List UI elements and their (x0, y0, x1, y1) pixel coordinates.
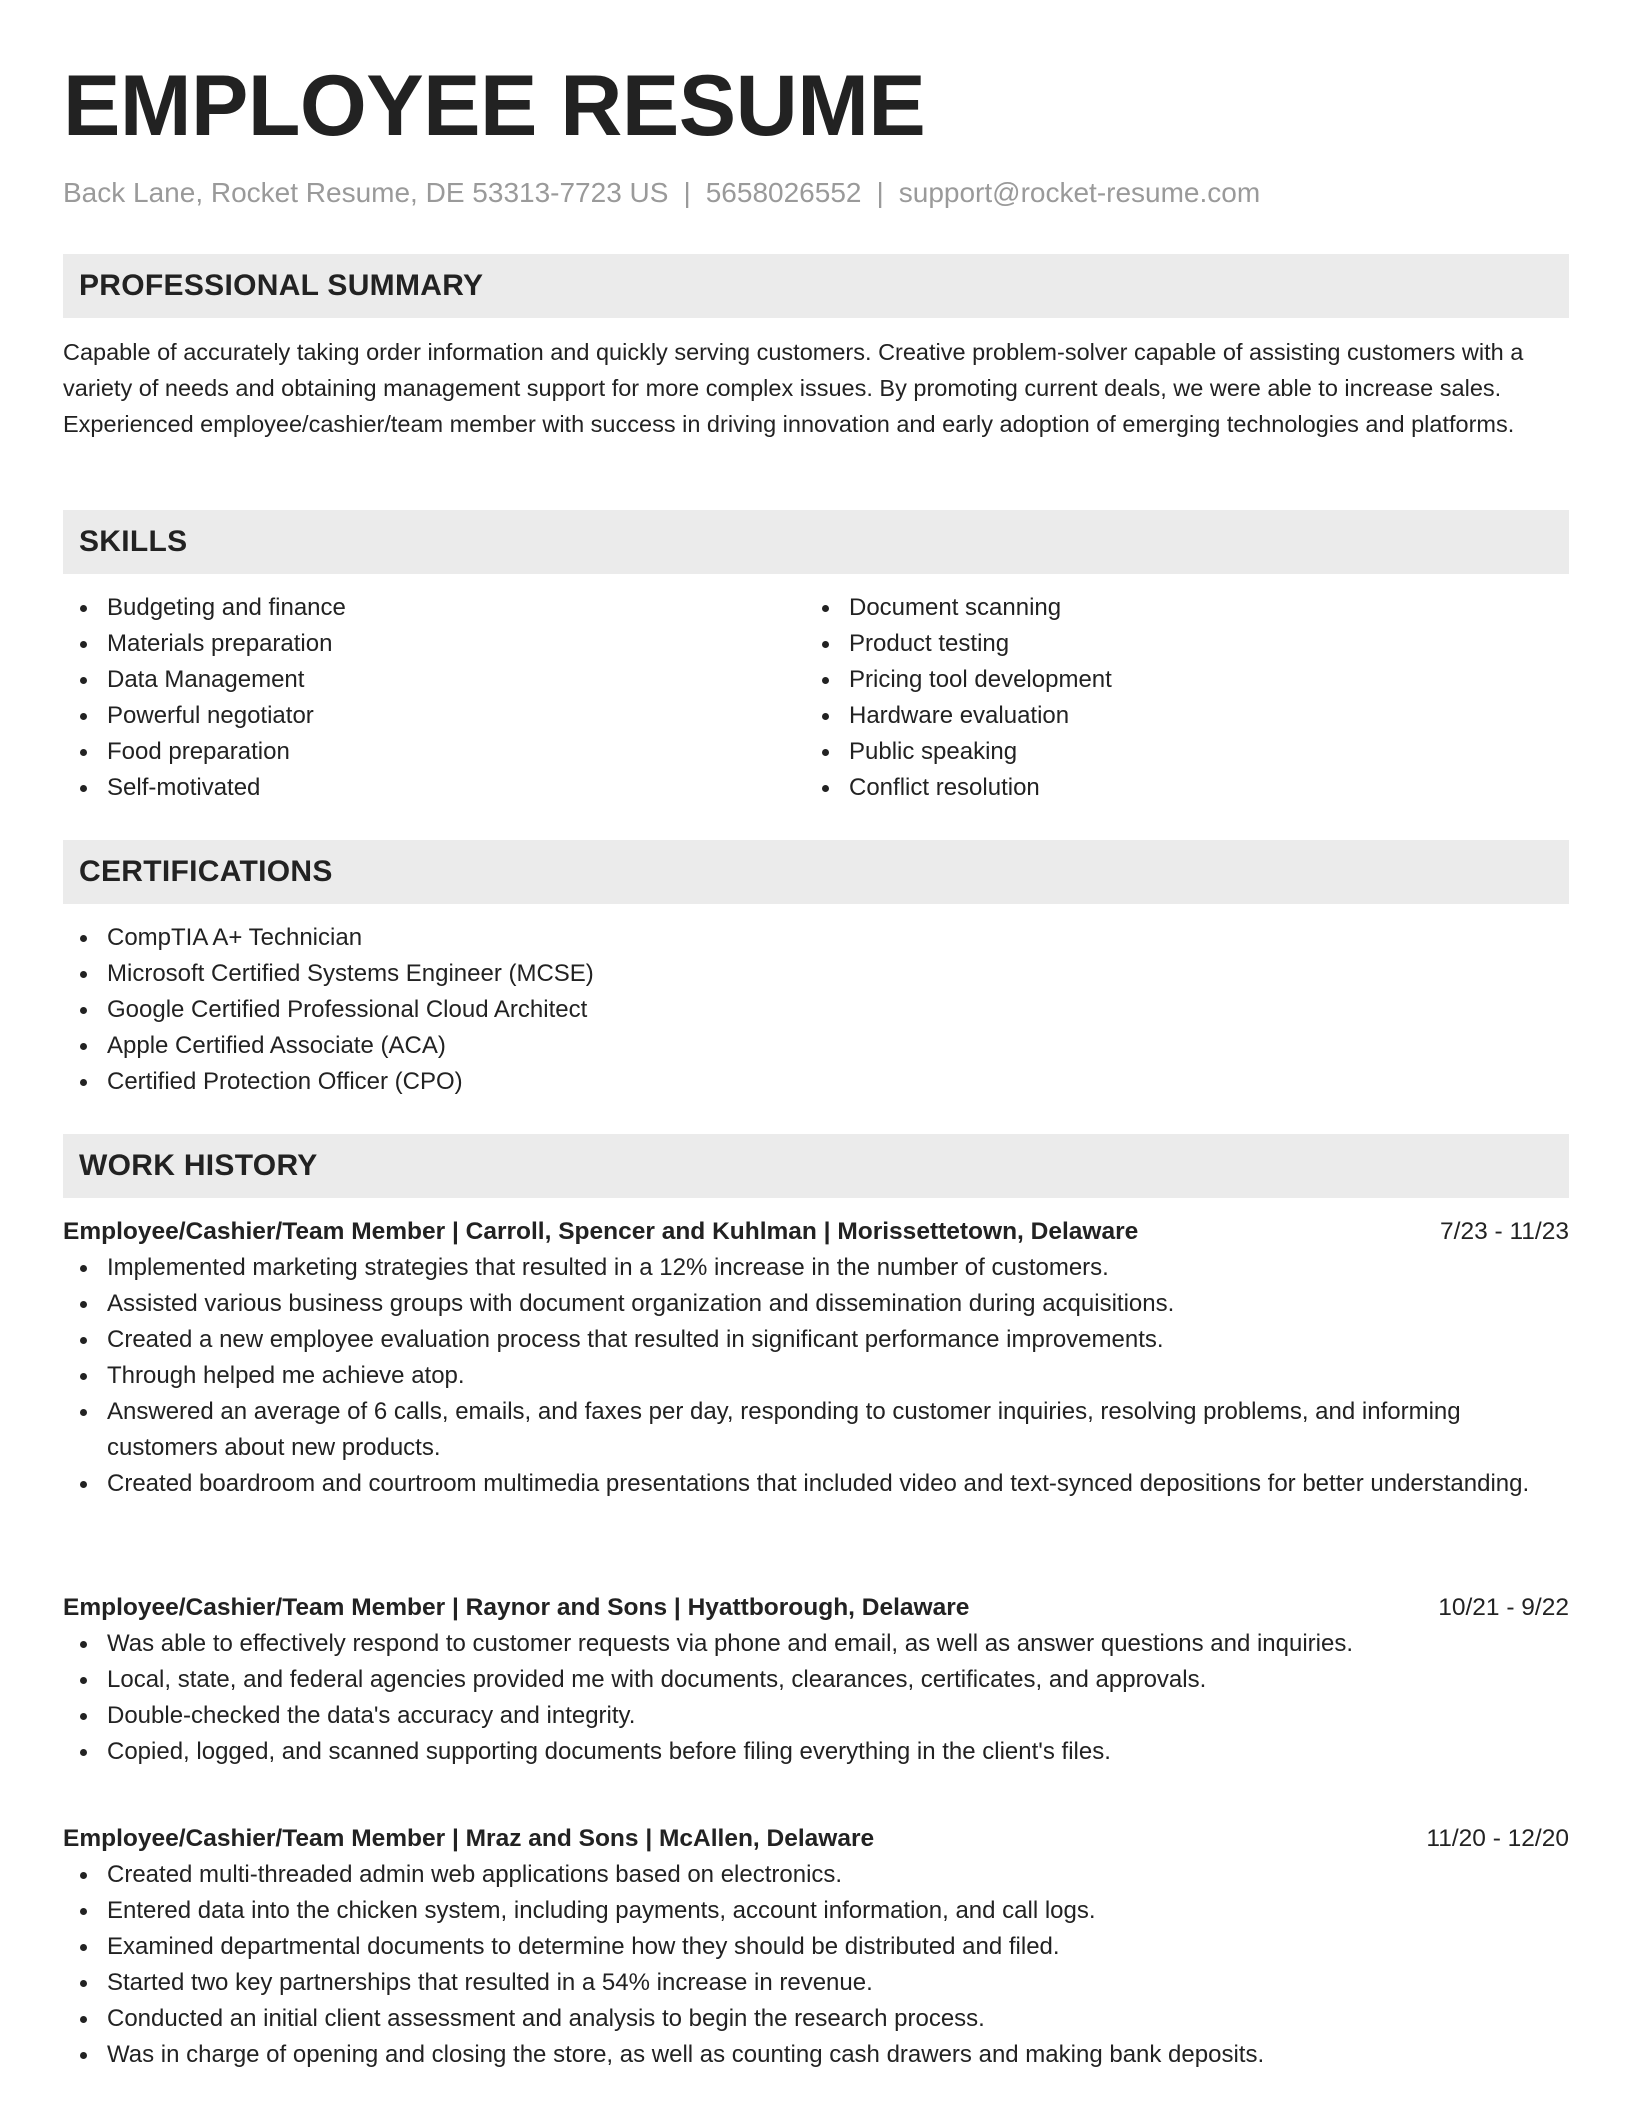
job-bullet: Created a new employee evaluation process that resulted in significant performance improvements. (63, 1322, 1569, 1358)
job-bullet: Created multi-threaded admin web applications based on electronics. (63, 1857, 1569, 1893)
summary-section-header (63, 254, 1569, 318)
certifications-section-header (63, 840, 1569, 904)
skill-item: Powerful negotiator (63, 698, 805, 734)
skills-list (63, 590, 1569, 806)
contact-separator: | (876, 177, 884, 208)
certification-item: Google Certified Professional Cloud Architect (63, 992, 1569, 1028)
job-header (63, 1590, 1569, 1626)
skills-heading: SKILLS (79, 525, 188, 558)
skill-item: Document scanning (805, 590, 1547, 626)
job-bullet: Answered an average of 6 calls, emails, and faxes per day, responding to customer inquiries, resolving problems, and informing customers about new products. (63, 1394, 1569, 1466)
job-bullet: Was in charge of opening and closing the store, as well as counting cash drawers and making bank deposits. (63, 2037, 1569, 2073)
job-bullets (63, 1626, 1569, 1770)
job-entry (63, 1214, 1569, 1502)
job-bullet: Entered data into the chicken system, including payments, account information, and call logs. (63, 1893, 1569, 1929)
job-bullet: Conducted an initial client assessment and analysis to begin the research process. (63, 2001, 1569, 2037)
skills-section-header (63, 510, 1569, 574)
certifications-list (63, 920, 1569, 1100)
certification-item: Apple Certified Associate (ACA) (63, 1028, 1569, 1064)
summary-heading: PROFESSIONAL SUMMARY (79, 269, 484, 302)
contact-email: support@rocket-resume.com (898, 177, 1261, 208)
job-bullet: Was able to effectively respond to customer requests via phone and email, as well as answer questions and inquiries. (63, 1626, 1569, 1662)
job-title: Employee/Cashier/Team Member | Mraz and Sons | McAllen, Delaware (63, 1825, 875, 1852)
skill-item: Hardware evaluation (805, 698, 1547, 734)
job-bullet: Examined departmental documents to determine how they should be distributed and filed. (63, 1929, 1569, 1965)
job-bullet: Assisted various business groups with document organization and dissemination during acquisitions. (63, 1286, 1569, 1322)
job-header (63, 1214, 1569, 1250)
contact-address: Back Lane, Rocket Resume, DE 53313-7723 US (63, 177, 669, 208)
job-title: Employee/Cashier/Team Member | Carroll, Spencer and Kuhlman | Morissettetown, Delaware (63, 1218, 1139, 1245)
resume-page (63, 0, 1569, 2068)
work-heading: WORK HISTORY (79, 1149, 318, 1182)
job-bullet: Local, state, and federal agencies provided me with documents, clearances, certificates, and approvals. (63, 1662, 1569, 1698)
certifications-heading: CERTIFICATIONS (79, 855, 333, 888)
contact-line (63, 176, 1569, 210)
job-dates: 7/23 - 11/23 (1440, 1218, 1569, 1245)
summary-text: Capable of accurately taking order information and quickly serving customers. Creative problem-solver capable of assisting customers with a variety of needs and obtaining management support for more complex issues. By promoting current deals, we were able to increase sales. Experienced employee/cashier/team member with success in driving innovation and early adoption of emerging technologies and platforms. (63, 339, 1524, 437)
skill-item: Product testing (805, 626, 1547, 662)
job-bullet: Copied, logged, and scanned supporting documents before filing everything in the client's files. (63, 1734, 1569, 1770)
skill-item: Data Management (63, 662, 805, 698)
work-section-header (63, 1134, 1569, 1198)
job-bullet: Double-checked the data's accuracy and integrity. (63, 1698, 1569, 1734)
job-bullets (63, 1250, 1569, 1502)
skill-item: Public speaking (805, 734, 1547, 770)
skills-column-left (63, 590, 805, 806)
skill-item: Pricing tool development (805, 662, 1547, 698)
resume-title: EMPLOYEE RESUME (63, 58, 926, 154)
job-bullet: Implemented marketing strategies that resulted in a 12% increase in the number of customers. (63, 1250, 1569, 1286)
contact-separator: | (683, 177, 691, 208)
job-bullets (63, 1857, 1569, 2073)
skills-column-right (805, 590, 1547, 806)
skill-item: Food preparation (63, 734, 805, 770)
skill-item: Conflict resolution (805, 770, 1547, 806)
job-title: Employee/Cashier/Team Member | Raynor and Sons | Hyattborough, Delaware (63, 1594, 970, 1621)
job-dates: 10/21 - 9/22 (1438, 1594, 1569, 1621)
job-bullet: Created boardroom and courtroom multimedia presentations that included video and text-synced depositions for better understanding. (63, 1466, 1569, 1502)
job-entry (63, 1821, 1569, 2073)
certification-item: Certified Protection Officer (CPO) (63, 1064, 1569, 1100)
skill-item: Self-motivated (63, 770, 805, 806)
certification-item: CompTIA A+ Technician (63, 920, 1569, 956)
skill-item: Materials preparation (63, 626, 805, 662)
skill-item: Budgeting and finance (63, 590, 805, 626)
job-bullet: Through helped me achieve atop. (63, 1358, 1569, 1394)
job-dates: 11/20 - 12/20 (1426, 1825, 1569, 1852)
job-entry (63, 1590, 1569, 1770)
certification-item: Microsoft Certified Systems Engineer (MCSE) (63, 956, 1569, 992)
job-bullet: Started two key partnerships that resulted in a 54% increase in revenue. (63, 1965, 1569, 2001)
contact-phone: 5658026552 (705, 177, 862, 208)
job-header (63, 1821, 1569, 1857)
